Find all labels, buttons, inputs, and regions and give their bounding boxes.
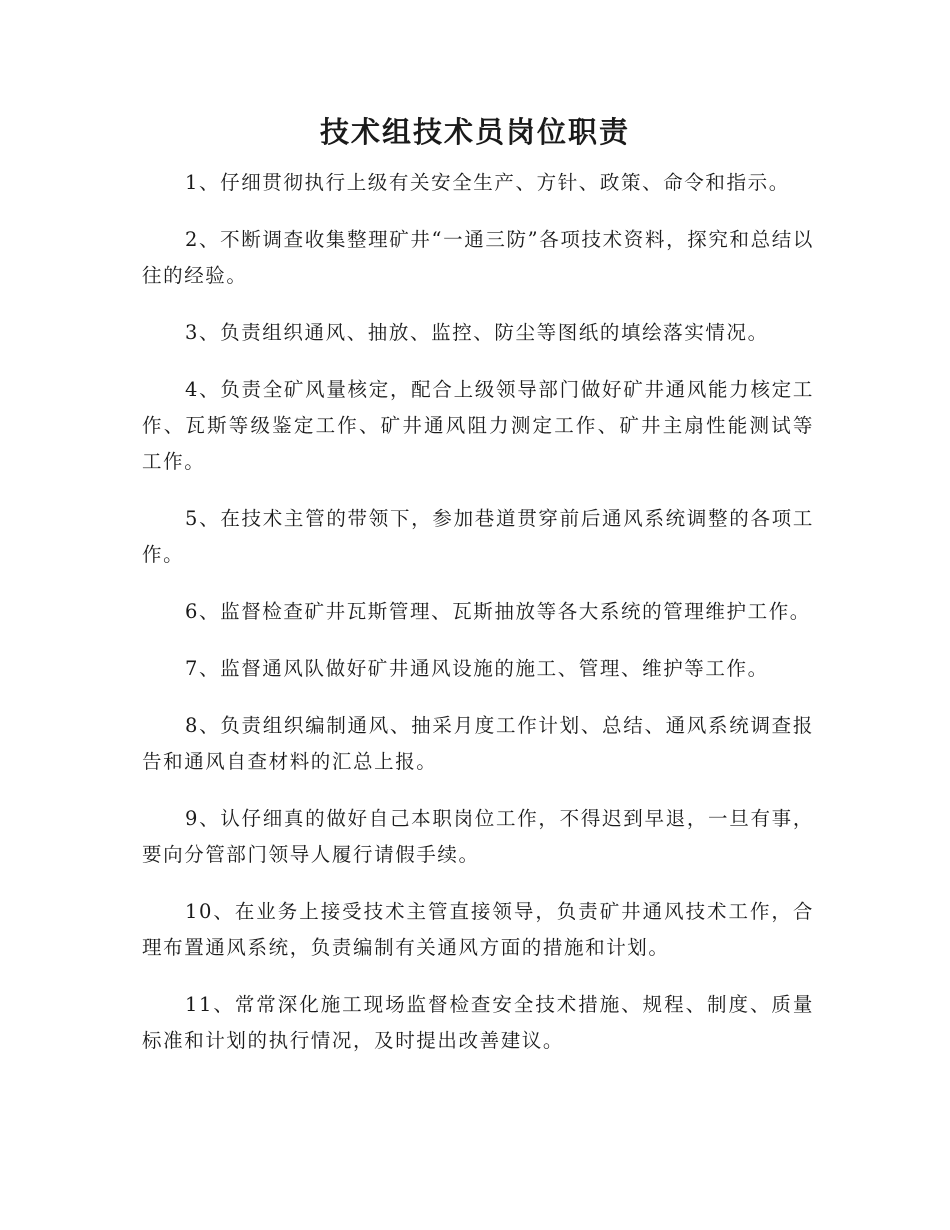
duty-item-3: 3、负责组织通风、抽放、监控、防尘等图纸的填绘落实情况。 <box>185 321 769 344</box>
duty-item-1: 1、仔细贯彻执行上级有关安全生产、方针、政策、命令和指示。 <box>185 171 790 194</box>
duty-item-11: 11、常常深化施工现场监督检查安全技术措施、规程、制度、质量标准和计划的执行情况，及时提出改善建议。 <box>142 993 814 1052</box>
duty-item-5: 5、在技术主管的带领下，参加巷道贯穿前后通风系统调整的各项工作。 <box>142 507 814 566</box>
document-body <box>142 165 814 1080</box>
duty-item-8: 8、负责组织编制通风、抽采月度工作计划、总结、通风系统调查报告和通风自查材料的汇总上报。 <box>142 714 814 773</box>
duty-item-4: 4、负责全矿风量核定，配合上级领导部门做好矿井通风能力核定工作、瓦斯等级鉴定工作、矿井通风阻力测定工作、矿井主扇性能测试等工作。 <box>142 378 814 473</box>
duty-item-9: 9、认仔细真的做好自己本职岗位工作，不得迟到早退，一旦有事，要向分管部门领导人履行请假手续。 <box>142 807 814 866</box>
duty-item-2: 2、不断调查收集整理矿井“一通三防”各项技术资料，探究和总结以往的经验。 <box>142 228 814 287</box>
duty-item-7: 7、监督通风队做好矿井通风设施的施工、管理、维护等工作。 <box>185 657 769 680</box>
duty-item-6: 6、监督检查矿井瓦斯管理、瓦斯抽放等各大系统的管理维护工作。 <box>185 600 811 623</box>
document-title: 技术组技术员岗位职责 <box>319 115 630 149</box>
duty-item-10: 10、在业务上接受技术主管直接领导，负责矿井通风技术工作，合理布置通风系统，负责编制有关通风方面的措施和计划。 <box>142 900 814 959</box>
